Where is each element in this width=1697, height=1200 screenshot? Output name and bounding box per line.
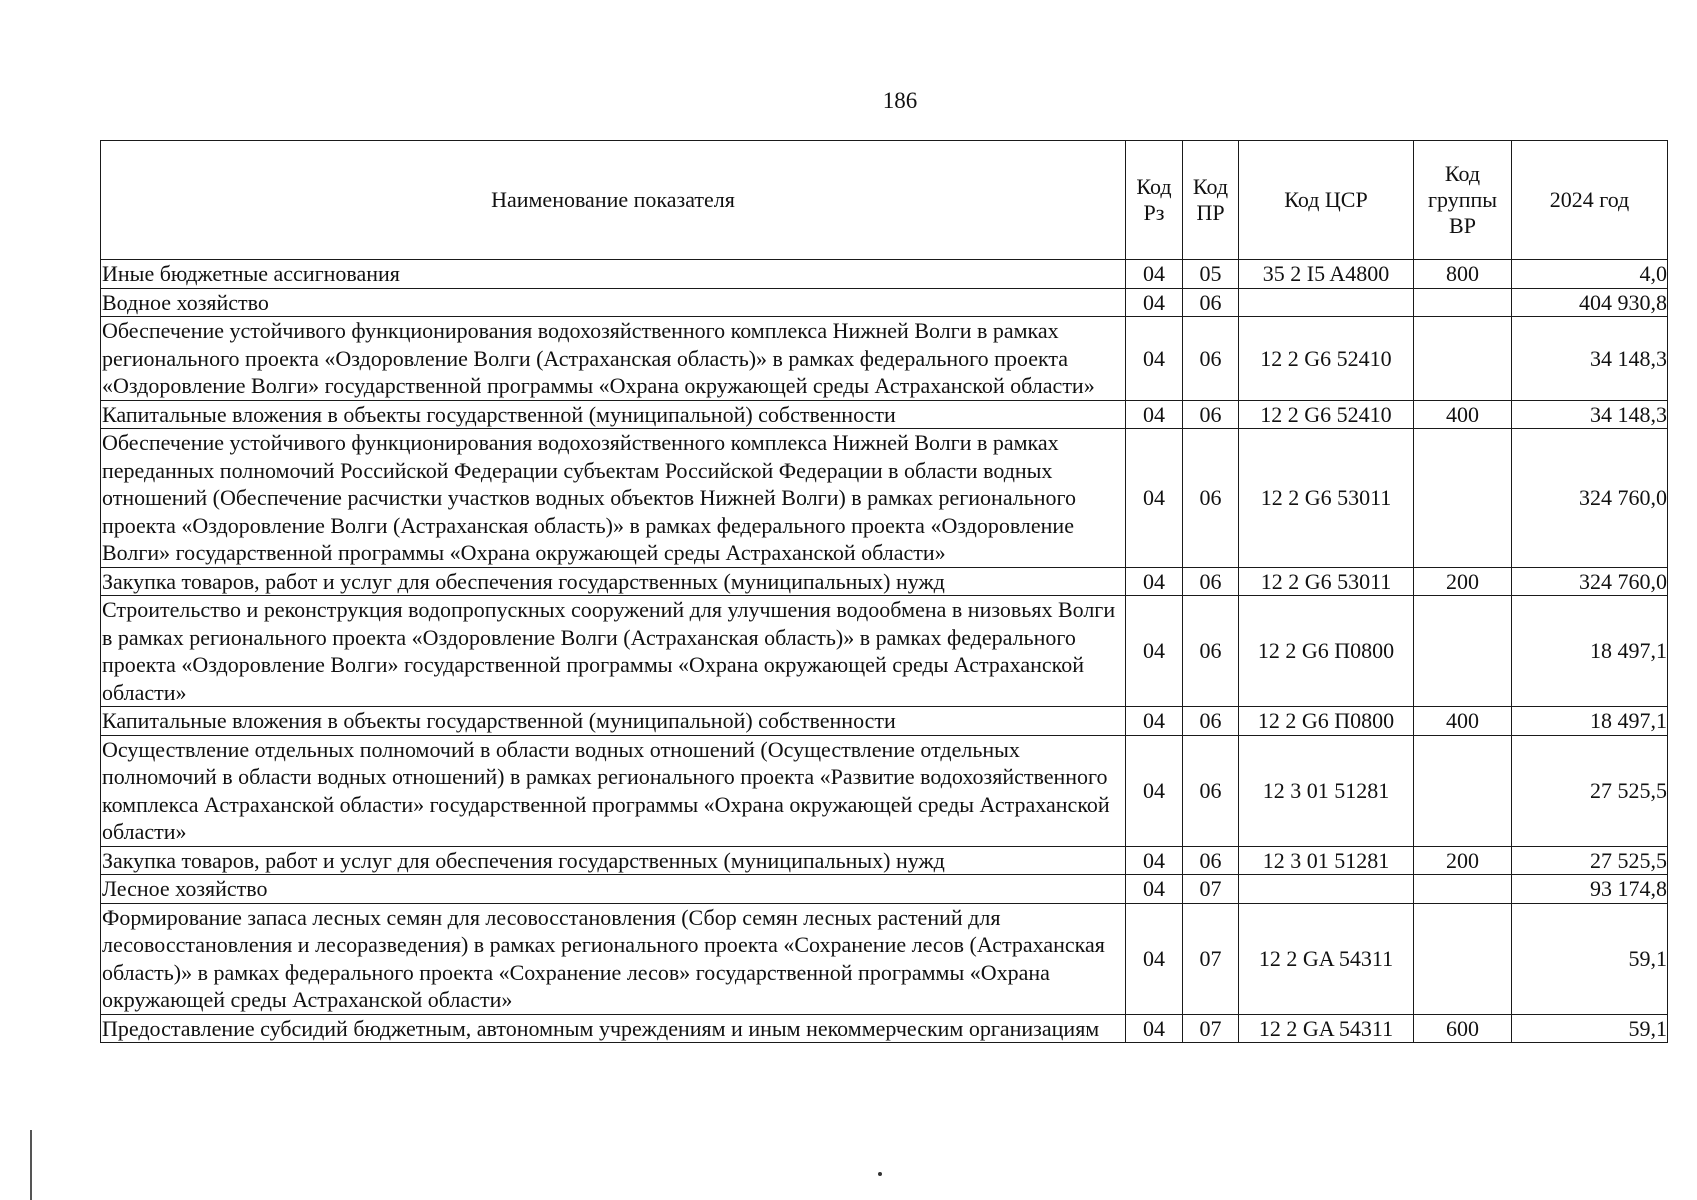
row-pr-cell: 06 (1183, 846, 1239, 875)
header-vr: Код группы ВР (1414, 141, 1512, 260)
row-vr-cell: 400 (1414, 707, 1512, 736)
table-row (101, 735, 1668, 846)
table-row (101, 260, 1668, 289)
row-csr-cell: 12 2 GA 54311 (1239, 903, 1414, 1014)
row-csr-cell: 12 2 G6 53011 (1239, 567, 1414, 596)
row-csr-cell: 12 2 G6 52410 (1239, 317, 1414, 401)
row-pr-cell: 06 (1183, 707, 1239, 736)
row-pr-cell: 07 (1183, 875, 1239, 904)
row-name-cell: Лесное хозяйство (101, 875, 1126, 904)
row-amount-cell: 34 148,3 (1512, 400, 1668, 429)
row-vr-cell (1414, 875, 1512, 904)
table-row (101, 429, 1668, 568)
row-name-cell: Иные бюджетные ассигнования (101, 260, 1126, 289)
row-csr-cell (1239, 875, 1414, 904)
row-pr-cell: 06 (1183, 288, 1239, 317)
row-rz-cell: 04 (1126, 1014, 1183, 1043)
row-vr-cell (1414, 317, 1512, 401)
table-row (101, 400, 1668, 429)
row-pr-cell: 06 (1183, 567, 1239, 596)
table-row (101, 903, 1668, 1014)
scan-speck (878, 1172, 882, 1176)
row-rz-cell: 04 (1126, 875, 1183, 904)
row-csr-cell: 12 2 G6 П0800 (1239, 707, 1414, 736)
row-rz-cell: 04 (1126, 707, 1183, 736)
row-pr-cell: 05 (1183, 260, 1239, 289)
row-name-cell: Обеспечение устойчивого функционирования водохозяйственного комплекса Нижней Волги в рамках регионального проекта «Оздоровление Волги (Астраханская область)» в рамках федерального проекта «Оздоровление Волги» государственной программы «Охрана окружающей среды Астраханской области» (101, 317, 1126, 401)
row-csr-cell: 12 3 01 51281 (1239, 735, 1414, 846)
row-amount-cell: 59,1 (1512, 1014, 1668, 1043)
row-vr-cell (1414, 288, 1512, 317)
row-amount-cell: 324 760,0 (1512, 567, 1668, 596)
row-amount-cell: 27 525,5 (1512, 735, 1668, 846)
header-pr: Код ПР (1183, 141, 1239, 260)
row-vr-cell: 800 (1414, 260, 1512, 289)
row-csr-cell: 12 2 G6 52410 (1239, 400, 1414, 429)
page-number: 186 (882, 88, 918, 113)
row-pr-cell: 07 (1183, 903, 1239, 1014)
row-vr-cell: 600 (1414, 1014, 1512, 1043)
header-csr: Код ЦСР (1239, 141, 1414, 260)
row-vr-cell (1414, 596, 1512, 707)
header-year: 2024 год (1512, 141, 1668, 260)
row-rz-cell: 04 (1126, 260, 1183, 289)
row-name-cell: Строительство и реконструкция водопропускных сооружений для улучшения водообмена в низовьях Волги в рамках регионального проекта «Оздоровление Волги (Астраханская область)» в рамках федерального проекта «Оздоровление Волги» государственной программы «Охрана окружающей среды Астраханской области» (101, 596, 1126, 707)
row-csr-cell (1239, 288, 1414, 317)
row-amount-cell: 18 497,1 (1512, 596, 1668, 707)
table-row (101, 875, 1668, 904)
table-row (101, 596, 1668, 707)
row-name-cell: Капитальные вложения в объекты государственной (муниципальной) собственности (101, 400, 1126, 429)
header-rz: Код Рз (1126, 141, 1183, 260)
table-row (101, 846, 1668, 875)
row-name-cell: Водное хозяйство (101, 288, 1126, 317)
row-rz-cell: 04 (1126, 567, 1183, 596)
table-row (101, 567, 1668, 596)
row-rz-cell: 04 (1126, 429, 1183, 568)
row-vr-cell: 400 (1414, 400, 1512, 429)
row-pr-cell: 06 (1183, 429, 1239, 568)
row-name-cell: Закупка товаров, работ и услуг для обеспечения государственных (муниципальных) нужд (101, 846, 1126, 875)
row-amount-cell: 324 760,0 (1512, 429, 1668, 568)
scan-edge-line (30, 1130, 32, 1200)
row-csr-cell: 35 2 I5 A4800 (1239, 260, 1414, 289)
budget-table (100, 140, 1668, 1043)
row-vr-cell (1414, 735, 1512, 846)
row-rz-cell: 04 (1126, 596, 1183, 707)
row-name-cell: Предоставление субсидий бюджетным, автономным учреждениям и иным некоммерческим организациям (101, 1014, 1126, 1043)
row-pr-cell: 06 (1183, 317, 1239, 401)
row-vr-cell (1414, 903, 1512, 1014)
row-name-cell: Формирование запаса лесных семян для лесовосстановления (Сбор семян лесных растений для лесовосстановления и лесоразведения) в рамках регионального проекта «Сохранение лесов (Астраханская область)» в рамках федерального проекта «Сохранение лесов» государственной программы «Охрана окружающей среды Астраханской области» (101, 903, 1126, 1014)
row-amount-cell: 404 930,8 (1512, 288, 1668, 317)
row-amount-cell: 34 148,3 (1512, 317, 1668, 401)
header-name: Наименование показателя (101, 141, 1126, 260)
table-row (101, 317, 1668, 401)
row-rz-cell: 04 (1126, 317, 1183, 401)
table-header-row (101, 141, 1668, 260)
row-amount-cell: 4,0 (1512, 260, 1668, 289)
row-pr-cell: 07 (1183, 1014, 1239, 1043)
row-pr-cell: 06 (1183, 735, 1239, 846)
table-row (101, 288, 1668, 317)
row-vr-cell: 200 (1414, 567, 1512, 596)
row-rz-cell: 04 (1126, 903, 1183, 1014)
row-csr-cell: 12 3 01 51281 (1239, 846, 1414, 875)
row-rz-cell: 04 (1126, 846, 1183, 875)
row-csr-cell: 12 2 GA 54311 (1239, 1014, 1414, 1043)
row-name-cell: Закупка товаров, работ и услуг для обеспечения государственных (муниципальных) нужд (101, 567, 1126, 596)
row-rz-cell: 04 (1126, 735, 1183, 846)
row-csr-cell: 12 2 G6 П0800 (1239, 596, 1414, 707)
row-name-cell: Обеспечение устойчивого функционирования водохозяйственного комплекса Нижней Волги в рамках переданных полномочий Российской Федерации субъектам Российской Федерации в области водных отношений (Обеспечение расчистки участков водных объектов Нижней Волги) в рамках регионального проекта «Оздоровление Волги (Астраханская область)» в рамках федерального проекта «Оздоровление Волги» государственной программы «Охрана окружающей среды Астраханской области» (101, 429, 1126, 568)
row-name-cell: Осуществление отдельных полномочий в области водных отношений (Осуществление отдельных полномочий в области водных отношений) в рамках регионального проекта «Развитие водохозяйственного комплекса Астраханской области» государственной программы «Охрана окружающей среды Астраханской области» (101, 735, 1126, 846)
table-row (101, 1014, 1668, 1043)
row-amount-cell: 59,1 (1512, 903, 1668, 1014)
row-amount-cell: 18 497,1 (1512, 707, 1668, 736)
table-row (101, 707, 1668, 736)
row-pr-cell: 06 (1183, 400, 1239, 429)
row-rz-cell: 04 (1126, 288, 1183, 317)
row-amount-cell: 27 525,5 (1512, 846, 1668, 875)
row-csr-cell: 12 2 G6 53011 (1239, 429, 1414, 568)
row-vr-cell: 200 (1414, 846, 1512, 875)
row-vr-cell (1414, 429, 1512, 568)
row-pr-cell: 06 (1183, 596, 1239, 707)
row-amount-cell: 93 174,8 (1512, 875, 1668, 904)
row-name-cell: Капитальные вложения в объекты государственной (муниципальной) собственности (101, 707, 1126, 736)
row-rz-cell: 04 (1126, 400, 1183, 429)
